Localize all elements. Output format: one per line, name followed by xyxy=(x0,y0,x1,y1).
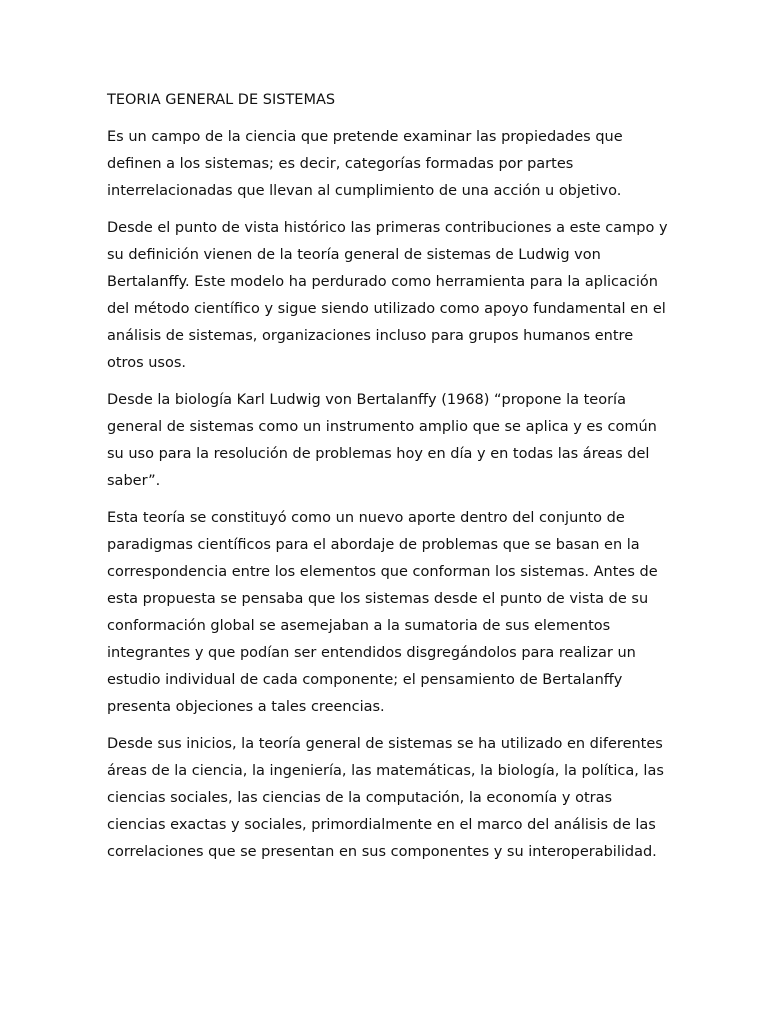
document-title: TEORIA GENERAL DE SISTEMAS xyxy=(107,92,336,108)
paragraph-paradigms: Esta teoría se constituyó como un nuevo aporte dentro del conjunto de paradigmas científicos para el abordaje de problemas que se basan en la correspondencia entre los elementos que conforman los sistemas. Antes de esta propuesta se pensaba que los sistemas desde el punto de vista de su conformación global se asemejaban a la sumatoria de sus elementos integrantes y que podían ser entendidos disgregándolos para realizar un estudio individual de cada componente; el pensamiento de Bertalanffy presenta objeciones a tales creencias. xyxy=(107,510,658,715)
paragraph-biology: Desde la biología Karl Ludwig von Bertalanffy (1968) “propone la teoría general de sistemas como un instrumento amplio que se aplica y es común su uso para la resolución de problemas hoy en día y en todas las áreas del saber”. xyxy=(107,392,657,489)
paragraph-definition: Es un campo de la ciencia que pretende examinar las propiedades que definen a los sistemas; es decir, categorías formadas por partes interrelacionadas que llevan al cumplimiento de una acción u objetivo. xyxy=(107,129,623,199)
paragraph-history: Desde el punto de vista histórico las primeras contribuciones a este campo y su definición vienen de la teoría general de sistemas de Ludwig von Bertalanffy. Este modelo ha perdurado como herramienta para la aplicación del método científico y sigue siendo utilizado como apoyo fundamental en el análisis de sistemas, organizaciones incluso para grupos humanos entre otros usos. xyxy=(107,220,668,371)
paragraph-applications: Desde sus inicios, la teoría general de sistemas se ha utilizado en diferentes áreas de la ciencia, la ingeniería, las matemáticas, la biología, la política, las ciencias sociales, las ciencias de la computación, la economía y otras ciencias exactas y sociales, primordialmente en el marco del análisis de las correlaciones que se presentan en sus componentes y su interoperabilidad. xyxy=(107,736,664,860)
